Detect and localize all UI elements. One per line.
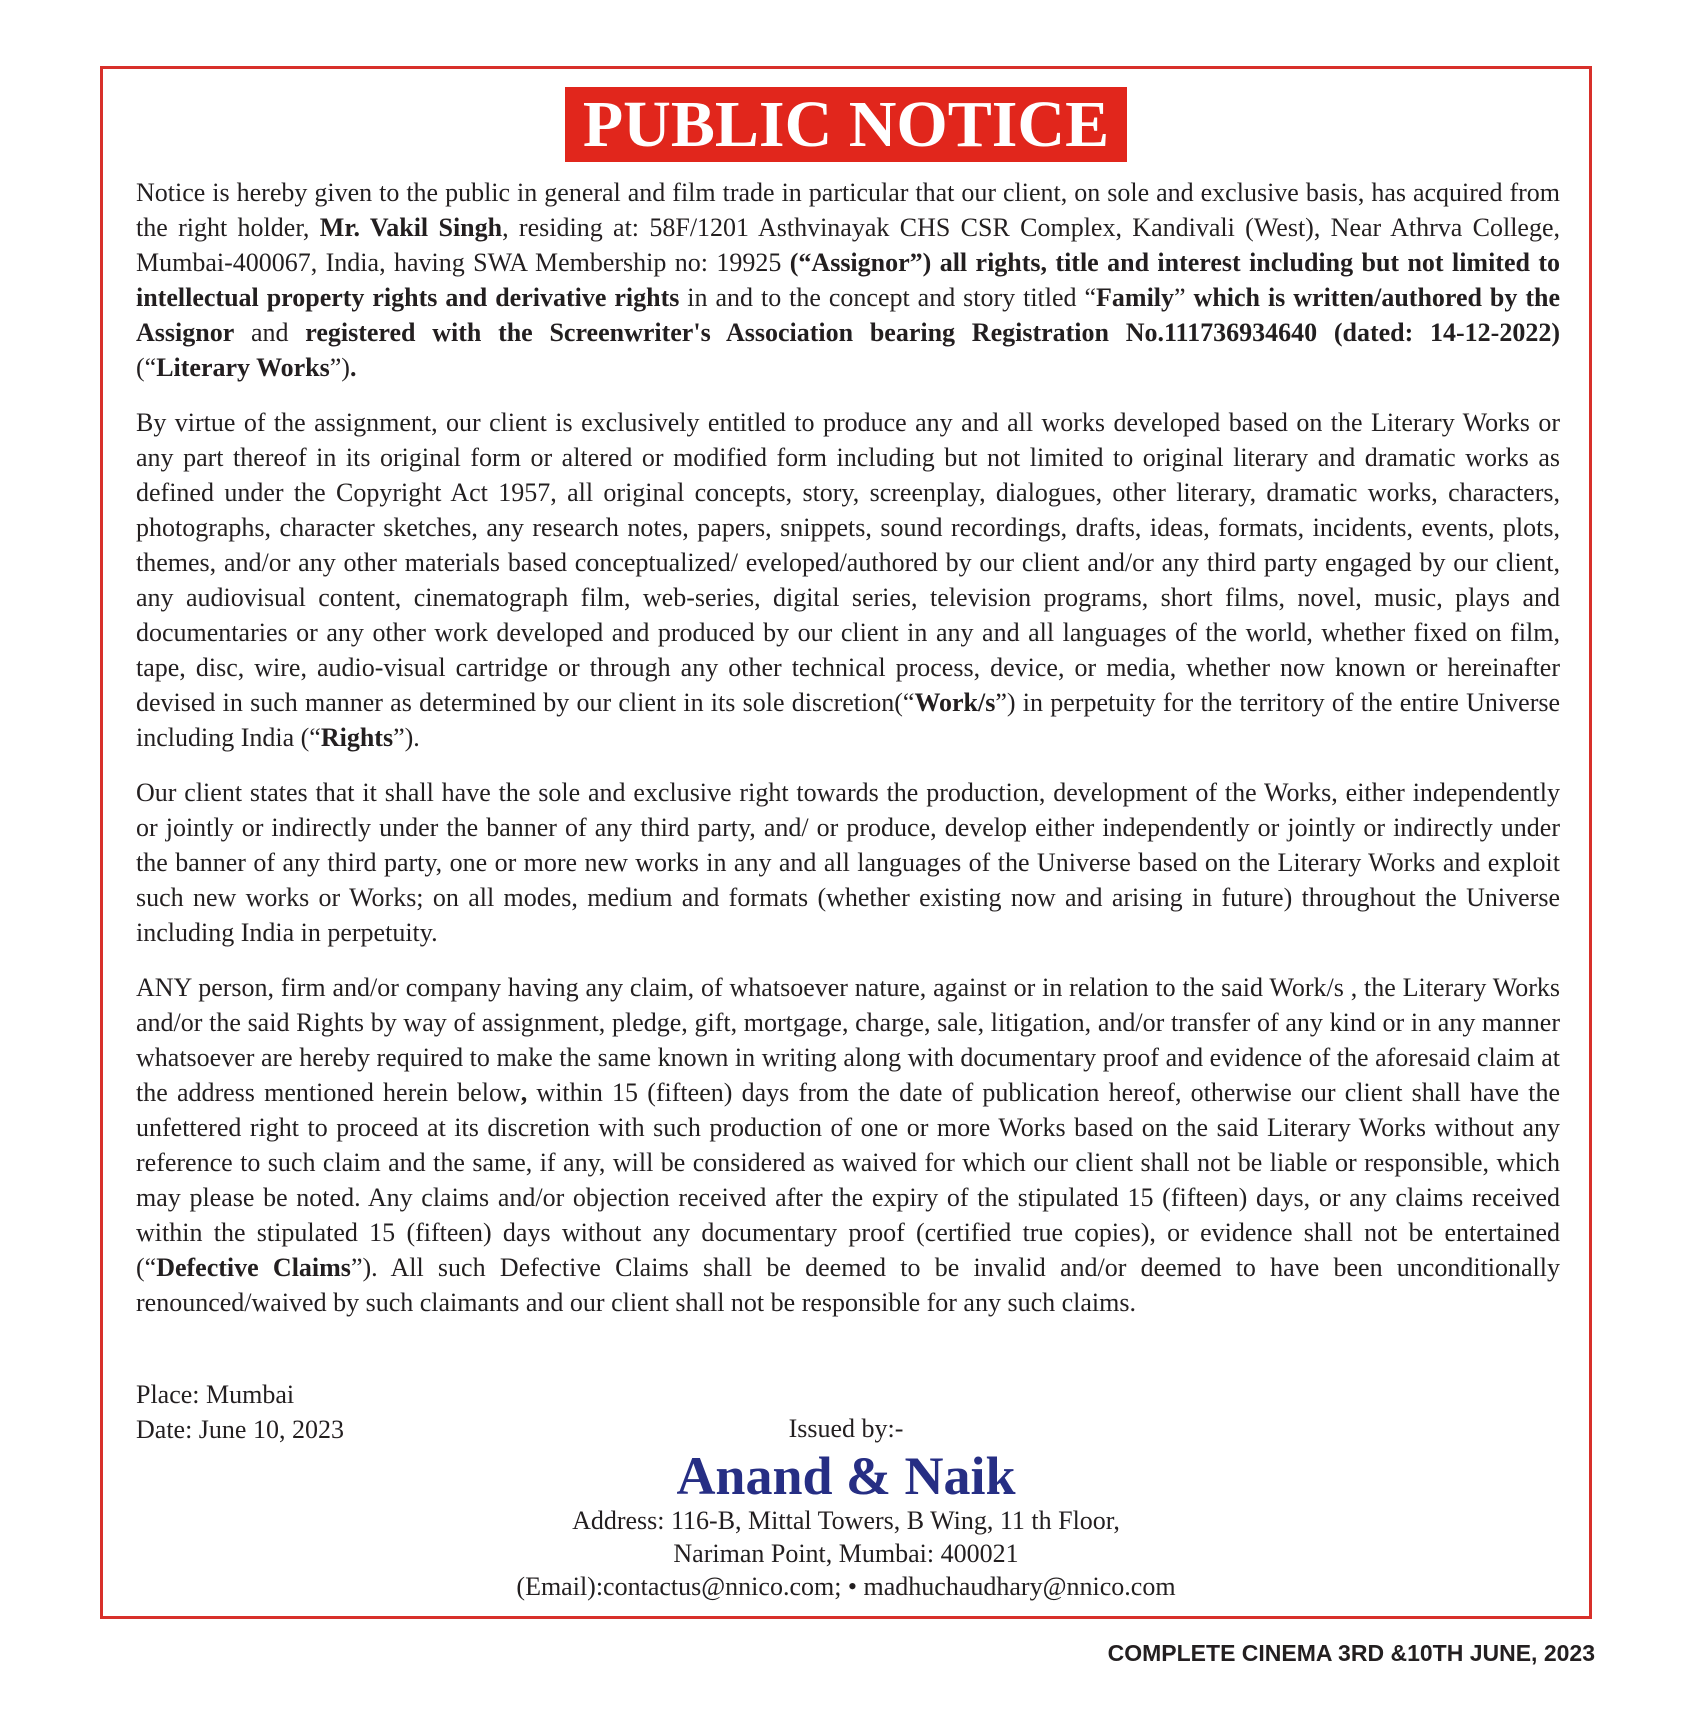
p1-text-c: , residing at: 58F/1201 Asthvinayak CHS CSR Complex, Kandivali (West), Near Athrva College, Mumbai-400067, India, having SWA Membership no: 19925 [136, 213, 1561, 277]
address-line-2: Nariman Point, Mumbai: 400021 [673, 1539, 1019, 1568]
literary-works-term: Literary Works [156, 353, 330, 382]
issued-by-label: Issued by:- [788, 1414, 904, 1443]
p1-text-k: (“ [136, 353, 157, 382]
paragraph-2 [136, 405, 1560, 755]
p1-bold-rights: (“Assignor”) all rights, title and interest including but not limited to intellectual property rights and derivative rights [136, 248, 1561, 312]
p1-bold-authored: which is written/authored by the Assignor [136, 283, 1561, 347]
address-line-1: Address: 116-B, Mittal Towers, B Wing, 11 th Floor, [572, 1506, 1120, 1535]
p1-period: . [349, 353, 357, 382]
notice-body [136, 175, 1560, 1340]
defective-claims-term: Defective Claims [156, 1253, 351, 1282]
notice-frame [100, 66, 1592, 1619]
paragraph-1 [136, 175, 1560, 385]
firm-name: Anand & Naik [676, 1446, 1016, 1506]
p4-text-e: ”). All such Defective Claims shall be deemed to be invalid and/or deemed to have been unconditionally renounced/waived by such claimants and our client shall not be responsible for any such claims. [136, 1253, 1561, 1317]
rights-term: Rights [320, 723, 394, 752]
p2-text-c: ”) in perpetuity for the territory of the entire Universe including India (“ [136, 688, 1561, 752]
p2-text-a: By virtue of the assignment, our client is exclusively entitled to produce any and all works developed based on the Literary Works or any part thereof in its original form or altered or modified form including but not limited to original literary and dramatic works as defined under the Copyright Act 1957, all original concepts, story, screenplay, dialogues, other literary, dramatic works, characters, photographs, character sketches, any research notes, papers, snippets, sound recordings, drafts, ideas, formats, incidents, events, plots, themes, and/or any other materials based conceptualized/ eveloped/authored by our client and/or any third party engaged by our client, any audiovisual content, cinematograph film, web-series, digital series, television programs, short films, novel, music, plays and documentaries or any other work developed and produced by our client in any and all languages of the world, whether fixed on film, tape, disc, wire, audio-visual cartridge or through any other technical process, device, or media, whether now known or hereinafter devised in such manner as determined by our client in its sole discretion(“ [136, 408, 1560, 717]
p1-text-e: in and to the concept and story titled “ [679, 283, 1097, 312]
p4-comma: , [520, 1078, 528, 1107]
notice-title: PUBLIC NOTICE [565, 87, 1127, 162]
place-line: Place: Mumbai [136, 1380, 295, 1409]
p4-text-a: ANY person, firm and/or company having any claim, of whatsoever nature, against or in relation to the said Work/s , the Literary Works and/or the said Rights by way of assignment, pledge, gift, mortgage, charge, sale, litigation, and/or transfer of any kind or in any manner whatsoever are hereby required to make the same known in writing along with documentary proof and evidence of the aforesaid claim at the address mentioned herein below [136, 973, 1560, 1107]
publication-footer: COMPLETE CINEMA 3RD &10TH JUNE, 2023 [1107, 1640, 1595, 1666]
email-line: (Email):contactus@nnico.com; • madhuchaudhary@nnico.com [516, 1572, 1176, 1601]
paragraph-4 [136, 970, 1560, 1320]
p2-text-e: ”). [393, 723, 420, 752]
p1-text-i: and [234, 318, 306, 347]
date-line: Date: June 10, 2023 [136, 1415, 344, 1444]
story-title: Family [1096, 283, 1175, 312]
p4-text-c: within 15 (fifteen) days from the date of publication hereof, otherwise our client shall have the unfettered right to proceed at its discretion with such production of one or more Works based on the said Literary Works without any reference to such claim and the same, if any, will be considered as waived for which our client shall not be liable or responsible, which may please be noted. Any claims and/or objection received after the expiry of the stipulated 15 (fifteen) days, or any claims received within the stipulated 15 (fifteen) days without any documentary proof (certified true copies), or evidence shall not be entertained (“ [136, 1078, 1561, 1282]
works-term: Work/s [914, 688, 996, 717]
title-wrap [103, 87, 1589, 162]
p1-text-a: Notice is hereby given to the public in general and film trade in particular that our client, on sole and exclusive basis, has acquired from the right holder, [136, 178, 1560, 242]
paragraph-3: Our client states that it shall have the sole and exclusive right towards the production, development of the Works, either independently or jointly or indirectly under the banner of any third party, and/ or produce, develop either independently or jointly or indirectly under the banner of any third party, one or more new works in any and all languages of the Universe based on the Literary Works and exploit such new works or Works; on all modes, medium and formats (whether existing now and arising in future) throughout the Universe including India in perpetuity. [136, 778, 1560, 947]
issuer-block [103, 1412, 1589, 1603]
right-holder-name: Mr. Vakil Singh [319, 213, 503, 242]
p1-text-m: ”) [329, 353, 350, 382]
p1-text-g: ” [1174, 283, 1194, 312]
registration-details: registered with the Screenwriter's Association bearing Registration No.111736934640 (dated: 14-12-2022) [305, 318, 1560, 347]
